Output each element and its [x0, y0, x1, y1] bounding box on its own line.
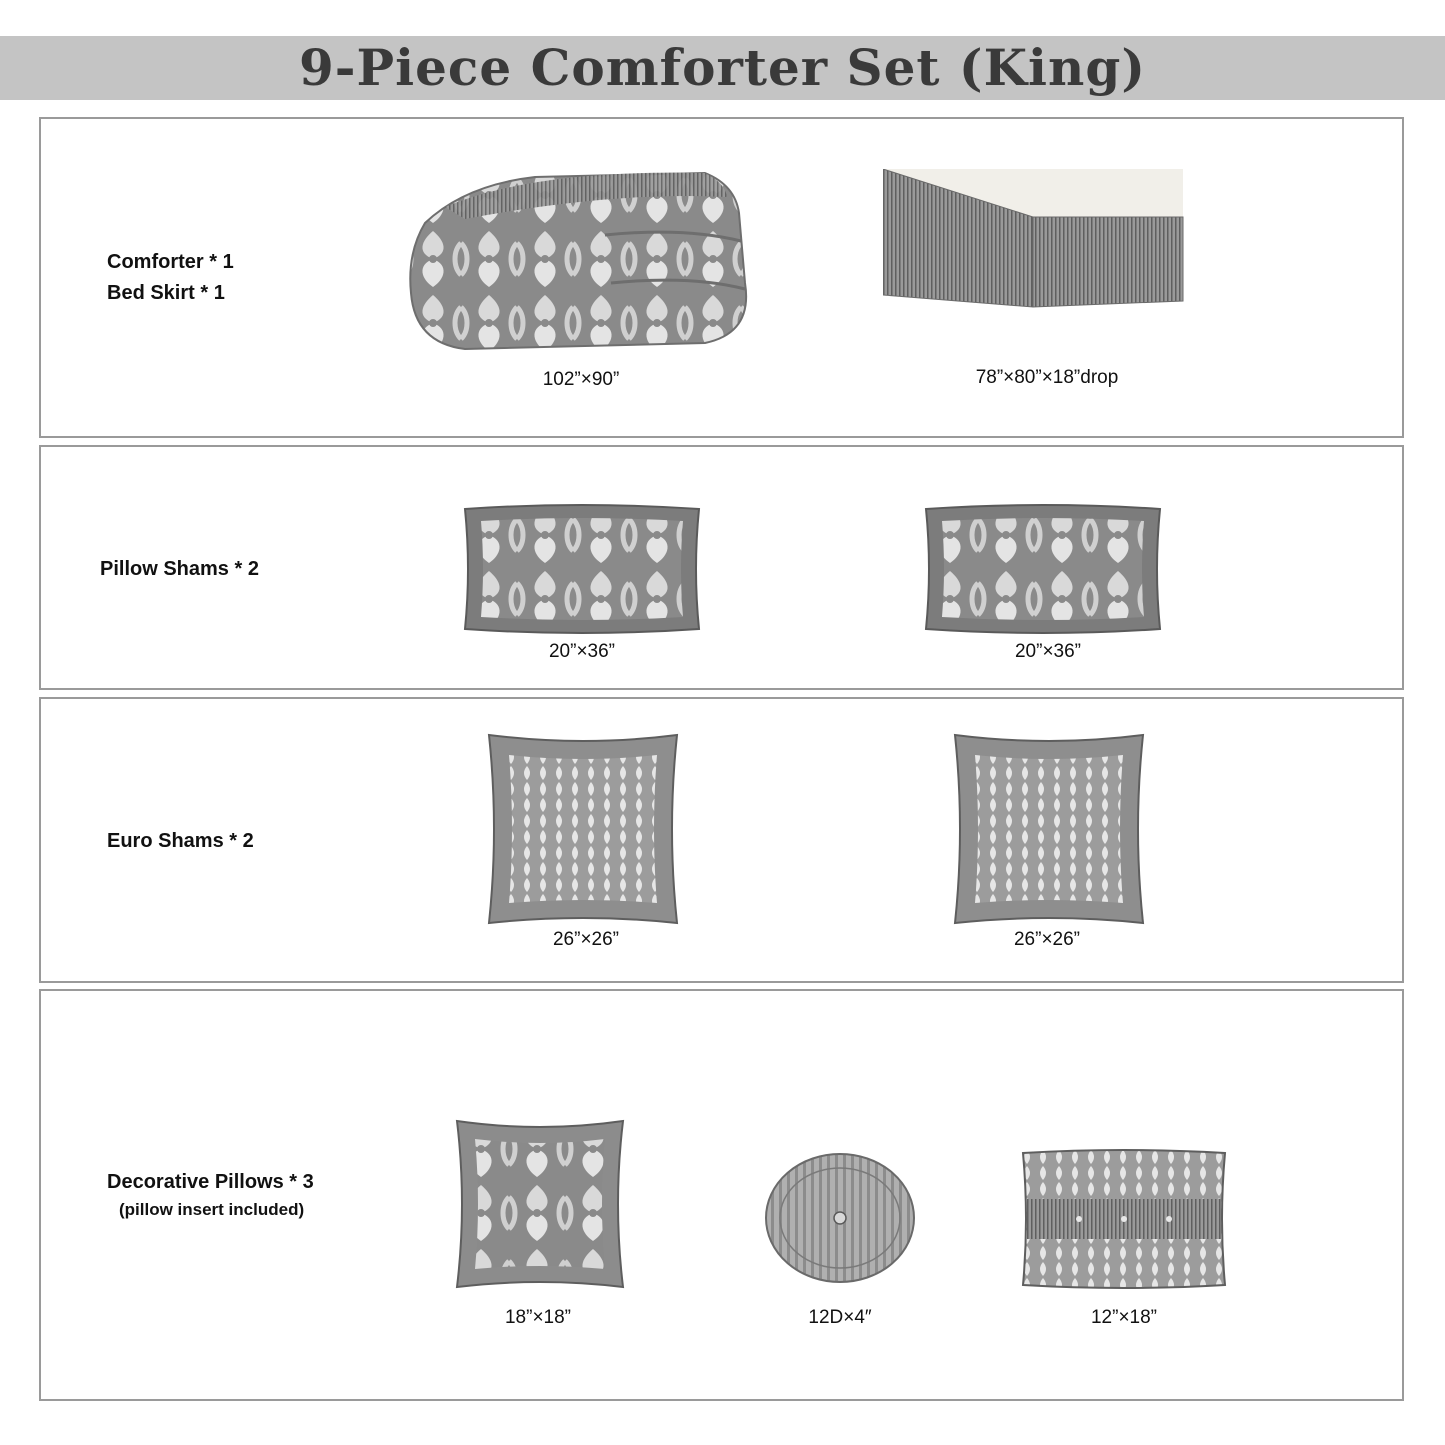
euro-sham-image-1	[487, 733, 679, 925]
title-banner	[0, 36, 1445, 100]
rectangular-decorative-pillow-image	[1019, 1149, 1229, 1289]
rectangular-pillow-size: 12”×18”	[1090, 1307, 1158, 1328]
folded-comforter-image	[405, 163, 761, 353]
euro-sham-image-2	[953, 733, 1145, 925]
pillow-sham-size-2: 20”×36”	[1014, 641, 1082, 662]
pillow-sham-image-2	[922, 503, 1164, 635]
pillow-insert-note: (pillow insert included)	[119, 1200, 305, 1219]
round-pillow-size: 12D×4″	[808, 1307, 872, 1328]
bed-skirt-size: 78”×80”×18”drop	[975, 367, 1119, 388]
square-pillow-size: 18”×18”	[504, 1307, 572, 1328]
section-euro-shams	[39, 697, 1404, 983]
bed-skirt-image	[883, 169, 1185, 309]
section-comforter-bedskirt	[39, 117, 1404, 438]
section-decorative-pillows	[39, 989, 1404, 1401]
item-label-bed-skirt: Bed Skirt * 1	[107, 282, 225, 304]
page-title: 9-Piece Comforter Set (King)	[298, 38, 1147, 97]
square-decorative-pillow-image	[453, 1117, 627, 1291]
item-label-comforter: Comforter * 1	[107, 251, 234, 273]
section-pillow-shams	[39, 445, 1404, 690]
item-label-pillow-shams: Pillow Shams * 2	[100, 558, 259, 580]
item-label-decorative-pillows: Decorative Pillows * 3	[107, 1171, 314, 1193]
round-tufted-pillow-image	[763, 1151, 917, 1285]
euro-sham-size-1: 26”×26”	[552, 929, 620, 950]
pillow-sham-size-1: 20”×36”	[548, 641, 616, 662]
pillow-sham-image-1	[461, 503, 703, 635]
euro-sham-size-2: 26”×26”	[1013, 929, 1081, 950]
item-label-euro-shams: Euro Shams * 2	[107, 830, 254, 852]
comforter-size: 102”×90”	[542, 369, 620, 390]
